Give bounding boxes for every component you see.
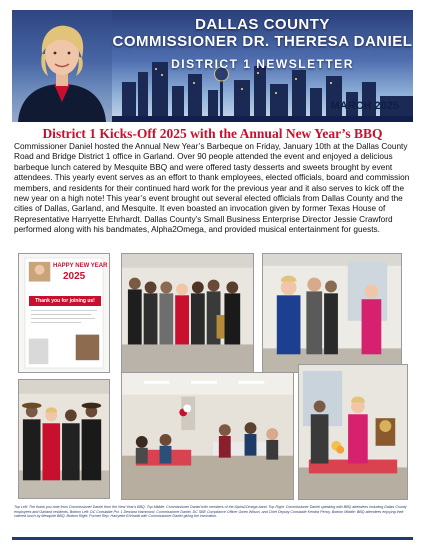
footer-rule	[12, 537, 413, 540]
commissioner-portrait	[12, 10, 112, 122]
card-text-line	[31, 310, 97, 311]
photo-invocation	[298, 364, 408, 500]
photo-thank-you-card	[18, 253, 110, 373]
photo-constables-group	[18, 379, 110, 499]
card-text-line	[31, 314, 91, 315]
card-year: 2025	[63, 271, 86, 282]
card-header: HAPPY NEW YEAR	[53, 263, 108, 269]
photo-catered-lunch	[121, 372, 294, 500]
article-body: Commissioner Daniel hosted the Annual New Year’s Barbeque on Friday, January 10th at the Dallas County Road and Bridge District 1 office in Garland. Over 90 people attended the event and enjoyed a delicious barbeque lunch catered by Mesquite BBQ and were offered tasty desserts and sweets brought by event attendees. This yearly event serves as an effort to thank employees, elected officials, board and commission members, and residents for their continued hard work for the previous year and it also serves to kick off the new year on a high note! This year’s event brought out several elected officials from Dallas County and the cities of Dallas, Garland, and Mesquite. It even boasted an invocation given by former Texas House of Representative Harryette Ehrhardt. Dallas County’s Small Business Enterprise Director Jessie Crawford performed along with his bandmates, Alpha2Omega, and provided musical entertainment for guests.	[14, 142, 410, 235]
photo-attendees-conversation	[262, 253, 402, 373]
banner-commissioner-title: COMMISSIONER DR. THERESA DANIEL	[112, 33, 413, 50]
photo-band-group	[121, 253, 254, 373]
newsletter-banner	[12, 10, 413, 122]
banner-newsletter-title: DISTRICT 1 NEWSLETTER	[171, 57, 354, 71]
card-text-line	[31, 322, 81, 323]
card-text-line	[31, 318, 95, 319]
card-ribbon: Thank you for joining us!	[29, 296, 101, 306]
banner-issue-date: MARCH 2025	[330, 100, 399, 112]
article-headline: District 1 Kicks-Off 2025 with the Annual New Year’s BBQ	[42, 126, 383, 141]
photo-caption: Top Left: The thank you note from Commissioner Daniel from the New Year's BBQ. Top Middle: Commissioner Daniel with members of the Alpha2Omega band. Top Right: Commissioner Daniel speaking with BBQ attendees including Dallas County employees and Garland residents. Bottom Left: DC Constable Pct. 1 Dewana Hammond, Commissioner Daniel, DC SBE Compliance Officer Gwen Wilson, and Chief Deputy Constable Kendra Pency. Bottom Middle: BBQ attendees enjoying their catered lunch by Mesquite BBQ. Bottom Right: Former Rep. Harryette Ehrhardt with Commissioner Daniel giving the invocation.	[14, 505, 407, 519]
banner-county-title: DALLAS COUNTY	[195, 16, 330, 33]
